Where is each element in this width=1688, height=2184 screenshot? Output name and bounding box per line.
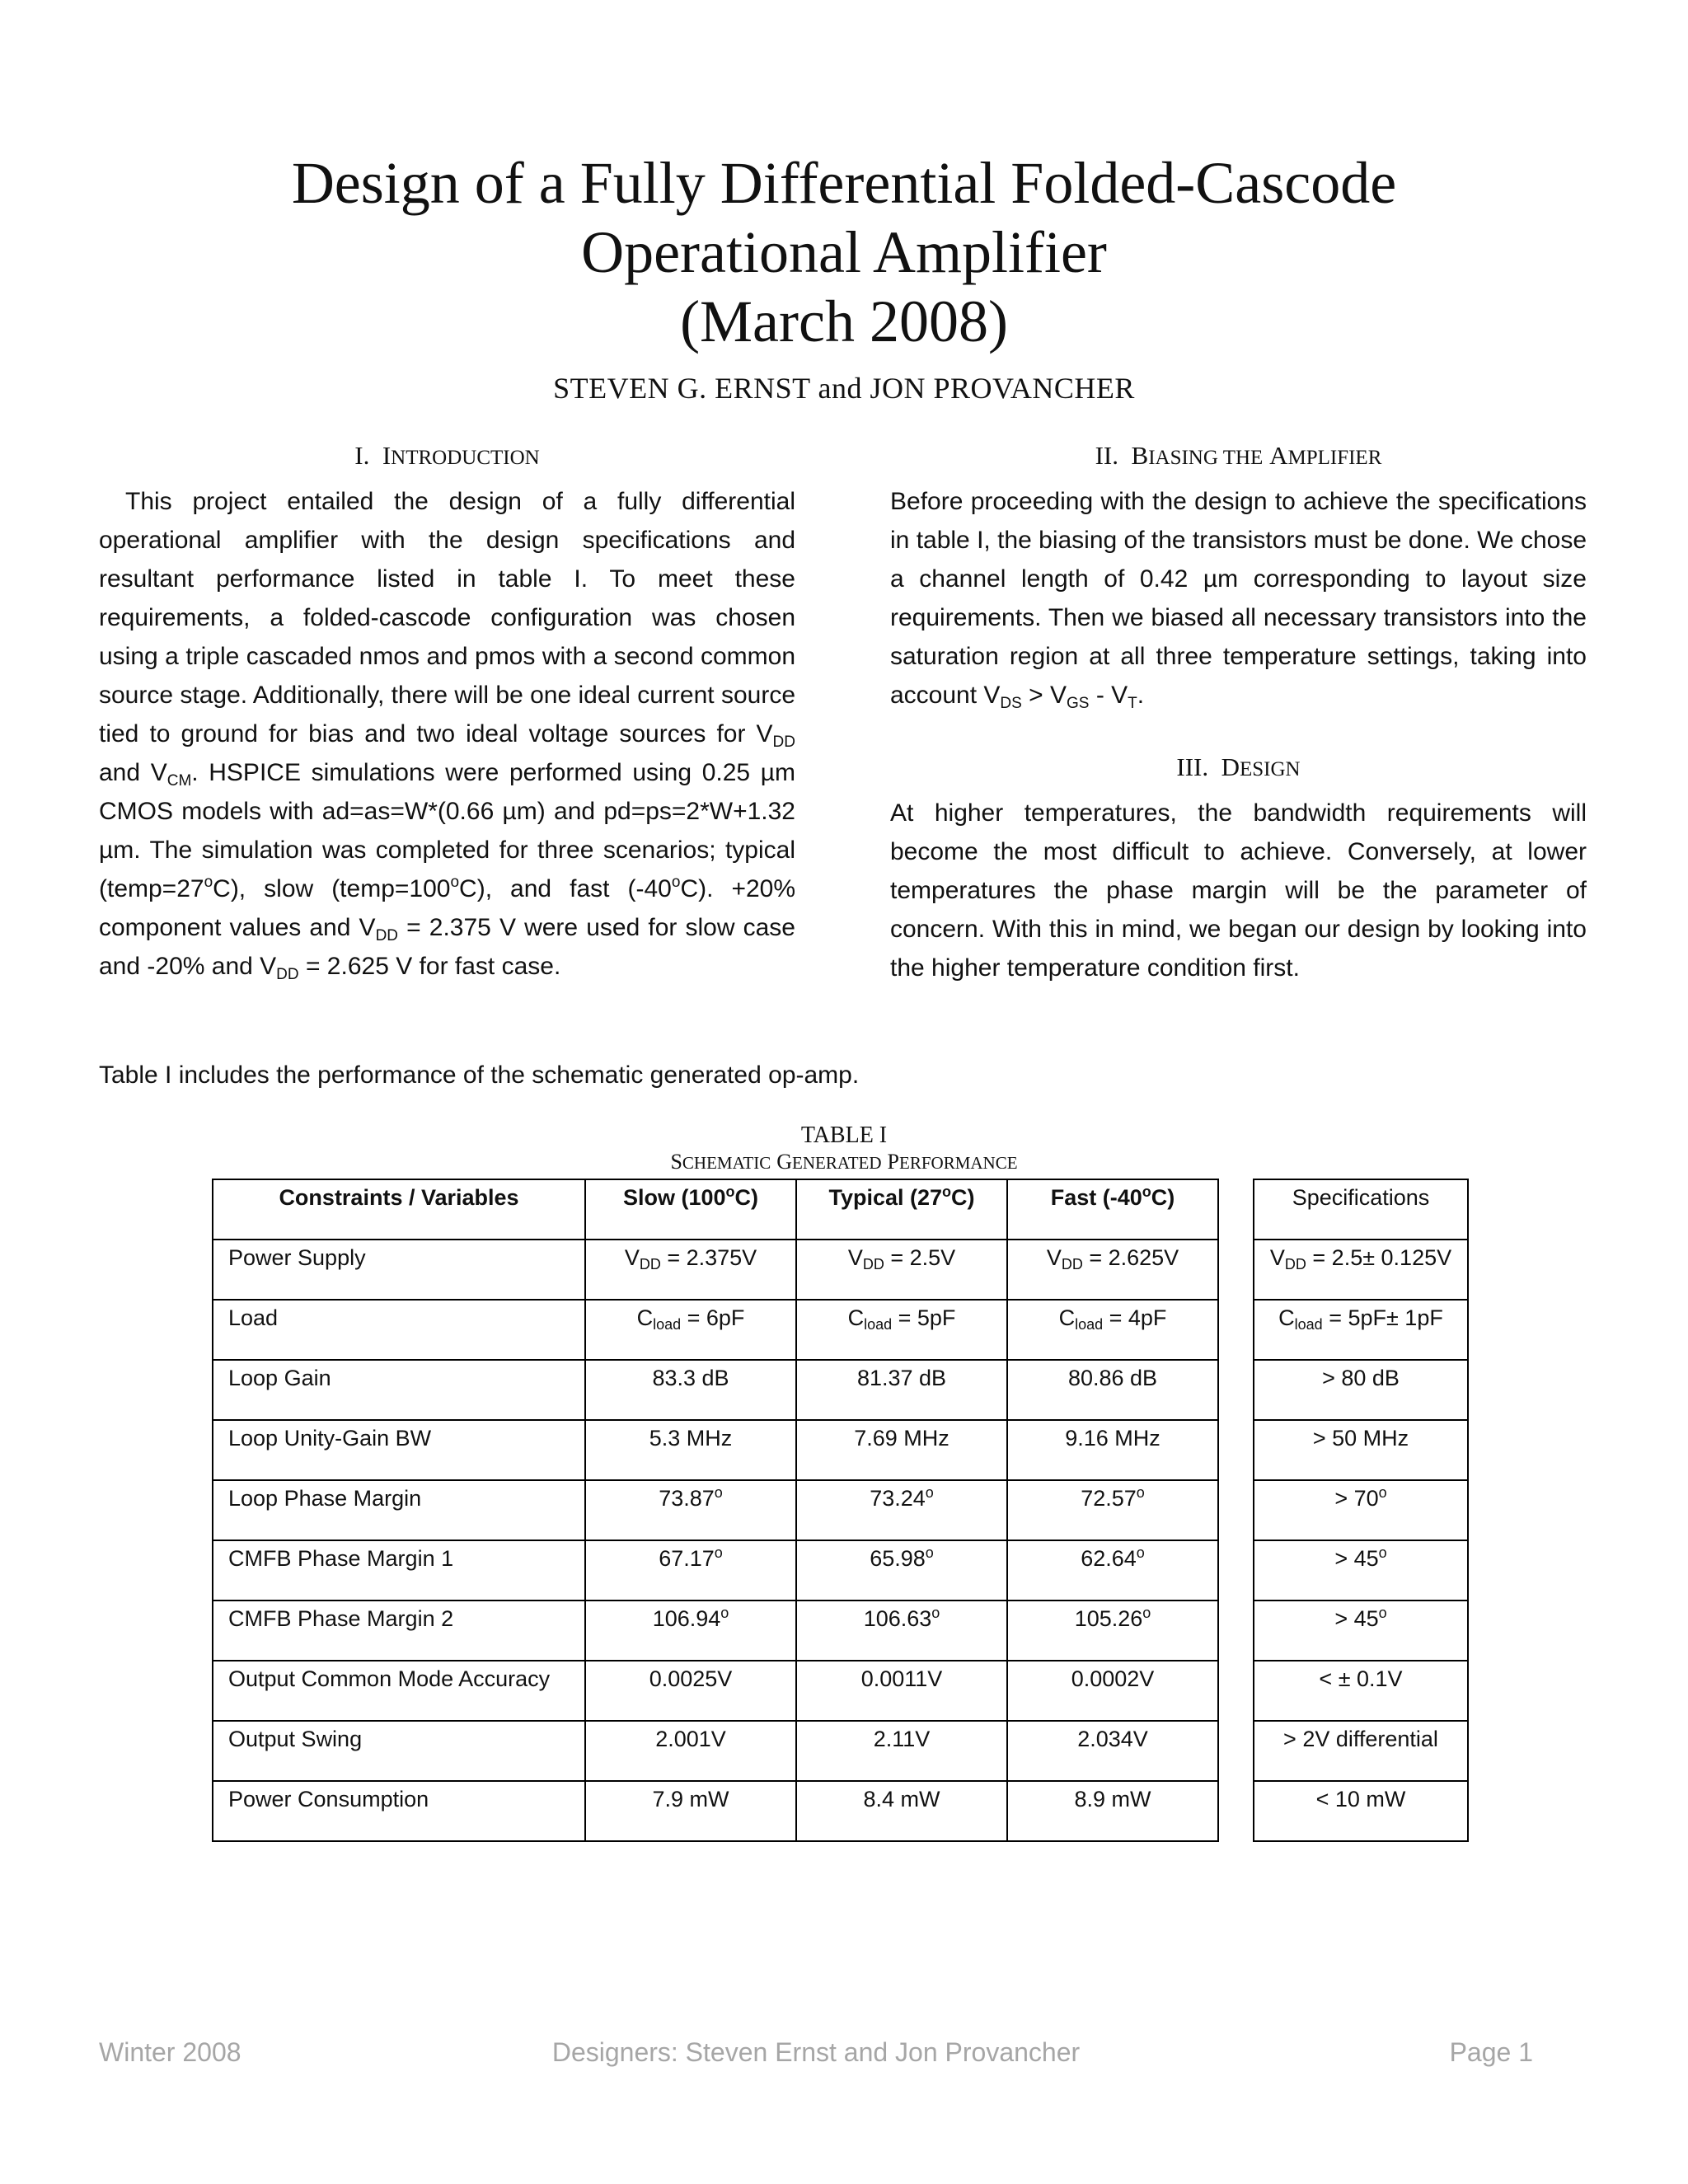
spec-cell — [1254, 1601, 1468, 1661]
heading-initial: A — [1269, 441, 1288, 470]
intro-text: C). +20% component values and V — [99, 875, 796, 941]
cell-fast — [1007, 1540, 1218, 1601]
header-text: Slow (100 — [622, 1185, 726, 1210]
caption-initial: S — [670, 1150, 682, 1174]
header-fast — [1007, 1179, 1218, 1240]
biasing-text: . — [1137, 682, 1145, 709]
table-row — [213, 1781, 1218, 1841]
header-text: C) — [734, 1185, 759, 1210]
cell-typical — [796, 1240, 1007, 1300]
row-label: Loop Unity-Gain BW — [213, 1420, 585, 1480]
cell-fast: 0.0002V — [1007, 1661, 1218, 1721]
design-paragraph: At higher temperatures, the bandwidth requirements will become the most difficult to achieve. Conversely, at lower temperatures the phase margin will be the parameter of concern. With this in mind, we began our design by looking into the higher temperature condition first. — [890, 799, 1587, 982]
header-text: C) — [951, 1185, 975, 1210]
spec-cell: < 10 mW — [1254, 1781, 1468, 1841]
cell-fast — [1007, 1601, 1218, 1661]
row-label: Load — [213, 1300, 585, 1360]
degree-superscript: o — [942, 1183, 952, 1200]
cell-fast — [1007, 1300, 1218, 1360]
section-numeral: I. — [354, 441, 370, 470]
spec-row — [1254, 1540, 1468, 1601]
heading-rest: NTRODUCTION — [391, 447, 540, 469]
heading-initial: I — [382, 441, 392, 470]
cell-typical — [796, 1480, 1007, 1540]
header-specifications: Specifications — [1254, 1179, 1468, 1240]
spec-row — [1254, 1721, 1468, 1781]
cell-value: 73.24 — [870, 1486, 926, 1511]
table-row — [213, 1420, 1218, 1480]
spec-cell: > 80 dB — [1254, 1360, 1468, 1420]
cell-typical: 8.4 mW — [796, 1781, 1007, 1841]
caption-rest: ENERATED — [792, 1153, 882, 1173]
caption-initial: G — [776, 1150, 793, 1174]
footer-page-number: Page 1 — [1449, 2037, 1533, 2067]
degree-superscript: o — [720, 1605, 729, 1621]
cell-symbol: C — [1058, 1305, 1076, 1330]
subscript: load — [1294, 1316, 1323, 1333]
spec-row — [1254, 1601, 1468, 1661]
section-numeral: III. — [1176, 752, 1209, 781]
subscript: DD — [276, 966, 299, 983]
heading-initial: B — [1131, 441, 1149, 470]
intro-text: and V — [99, 759, 167, 786]
cell-typical: 81.37 dB — [796, 1360, 1007, 1420]
degree-superscript: o — [1378, 1484, 1387, 1501]
page-footer — [99, 2037, 1533, 2070]
subscript: DD — [772, 733, 795, 751]
left-column — [99, 441, 795, 986]
spec-row — [1254, 1781, 1468, 1841]
subscript: load — [1075, 1316, 1104, 1333]
cell-fast: 80.86 dB — [1007, 1360, 1218, 1420]
section-heading-biasing — [890, 441, 1587, 471]
subscript: load — [653, 1316, 682, 1333]
spec-cell — [1254, 1240, 1468, 1300]
cell-fast — [1007, 1480, 1218, 1540]
cell-typical — [796, 1601, 1007, 1661]
cell-value: 65.98 — [870, 1546, 926, 1571]
cell-slow: 0.0025V — [585, 1661, 796, 1721]
cell-slow — [585, 1240, 796, 1300]
cell-slow — [585, 1540, 796, 1601]
cell-typical — [796, 1540, 1007, 1601]
title-line-2: Operational Amplifier — [581, 219, 1107, 285]
cell-value: > 45 — [1334, 1606, 1379, 1631]
table-row — [213, 1300, 1218, 1360]
header-constraints: Constraints / Variables — [213, 1179, 585, 1240]
cell-slow — [585, 1480, 796, 1540]
cell-value: 106.63 — [863, 1606, 932, 1631]
degree-superscript: o — [1378, 1605, 1387, 1621]
row-label: Loop Gain — [213, 1360, 585, 1420]
spec-row — [1254, 1360, 1468, 1420]
subscript: CM — [166, 772, 192, 790]
heading-rest: ESIGN — [1240, 758, 1301, 780]
row-label: CMFB Phase Margin 1 — [213, 1540, 585, 1601]
cell-value: = 5pF — [892, 1305, 956, 1330]
title-line-1: Design of a Fully Differential Folded-Cascode — [291, 150, 1397, 216]
footer-term: Winter 2008 — [99, 2037, 241, 2067]
cell-value: 106.94 — [652, 1606, 721, 1631]
cell-value: 105.26 — [1074, 1606, 1143, 1631]
spec-row — [1254, 1661, 1468, 1721]
degree-superscript: o — [1142, 1605, 1151, 1621]
paper-title — [0, 148, 1688, 356]
cell-fast: 2.034V — [1007, 1721, 1218, 1781]
subscript: DD — [639, 1256, 661, 1272]
cell-value: = 5pF± 1pF — [1322, 1305, 1443, 1330]
spec-cell: > 2V differential — [1254, 1721, 1468, 1781]
subscript: DD — [375, 927, 399, 944]
cell-value: = 2.5± 0.125V — [1306, 1245, 1452, 1270]
degree-superscript: o — [925, 1484, 934, 1501]
cell-typical — [796, 1300, 1007, 1360]
spec-header-row — [1254, 1179, 1468, 1240]
degree-superscript: o — [1378, 1544, 1387, 1561]
heading-rest: IASING THE — [1148, 447, 1264, 469]
degree-superscript: o — [714, 1544, 723, 1561]
specifications-table — [1253, 1179, 1469, 1842]
heading-rest: MPLIFIER — [1287, 447, 1382, 469]
table-number: TABLE I — [800, 1122, 888, 1148]
spec-row — [1254, 1420, 1468, 1480]
cell-slow: 5.3 MHz — [585, 1420, 796, 1480]
table-row — [213, 1240, 1218, 1300]
cell-symbol: C — [1278, 1305, 1295, 1330]
footer-designers: Designers: Steven Ernst and Jon Provancher — [551, 2037, 1081, 2067]
intro-text: C), slow (temp=100 — [213, 875, 451, 902]
spec-cell: < ± 0.1V — [1254, 1661, 1468, 1721]
subscript: load — [864, 1316, 893, 1333]
subscript: T — [1128, 695, 1137, 712]
subscript: DS — [1000, 695, 1022, 712]
cell-slow — [585, 1300, 796, 1360]
cell-symbol: V — [1046, 1245, 1062, 1270]
biasing-paragraph — [890, 482, 1587, 715]
spec-cell — [1254, 1300, 1468, 1360]
table-row — [213, 1360, 1218, 1420]
degree-superscript: o — [204, 874, 213, 891]
caption-initial: P — [887, 1150, 900, 1174]
subscript: GS — [1067, 695, 1090, 712]
table-row — [213, 1661, 1218, 1721]
degree-superscript: o — [1142, 1183, 1151, 1200]
table-subtitle — [0, 1149, 1688, 1176]
section-numeral: II. — [1095, 441, 1119, 470]
cell-typical: 0.0011V — [796, 1661, 1007, 1721]
cell-value: = 2.625V — [1082, 1245, 1179, 1270]
degree-superscript: o — [671, 874, 681, 891]
table-row — [213, 1540, 1218, 1601]
section-heading-design — [890, 752, 1587, 782]
intro-text: C), and fast (-40 — [459, 875, 672, 902]
header-text: C) — [1151, 1185, 1175, 1210]
header-slow — [585, 1179, 796, 1240]
row-label: Power Supply — [213, 1240, 585, 1300]
spec-cell — [1254, 1480, 1468, 1540]
caption-rest: CHEMATIC — [682, 1153, 771, 1173]
degree-superscript: o — [1136, 1544, 1145, 1561]
spec-row — [1254, 1240, 1468, 1300]
table-row — [213, 1601, 1218, 1661]
table-row — [213, 1721, 1218, 1781]
spec-row — [1254, 1300, 1468, 1360]
cell-typical: 7.69 MHz — [796, 1420, 1007, 1480]
spec-row — [1254, 1480, 1468, 1540]
biasing-text: Before proceeding with the design to achieve the specifications in table I, the biasing of the transistors must be done. We chose a channel length of 0.42 µm corresponding to layout size requirements. Then we biased all necessary transistors into the saturation region at all three temperature settings, taking into account V — [890, 488, 1587, 709]
cell-value: 72.57 — [1081, 1486, 1137, 1511]
section-heading-introduction — [99, 441, 795, 471]
cell-value: = 2.375V — [660, 1245, 757, 1270]
cell-value: 62.64 — [1081, 1546, 1137, 1571]
row-label: Output Swing — [213, 1721, 585, 1781]
spec-cell: > 50 MHz — [1254, 1420, 1468, 1480]
row-label: Loop Phase Margin — [213, 1480, 585, 1540]
introduction-paragraph — [99, 482, 795, 986]
biasing-text: - V — [1089, 682, 1128, 709]
intro-text: . HSPICE simulations were performed using 0.25 µm CMOS models with ad=as=W*(0.66 µm) and pd=ps=2*W+1.32 µm. The simulation was completed for three scenarios; typical (temp=27 — [99, 759, 795, 902]
table-header-row — [213, 1179, 1218, 1240]
degree-superscript: o — [931, 1605, 940, 1621]
subscript: DD — [1284, 1256, 1306, 1272]
cell-fast — [1007, 1240, 1218, 1300]
table-caption — [0, 1122, 1688, 1176]
subscript: DD — [1061, 1256, 1083, 1272]
cell-slow: 2.001V — [585, 1721, 796, 1781]
row-label: Output Common Mode Accuracy — [213, 1661, 585, 1721]
cell-value: = 2.5V — [884, 1245, 956, 1270]
cell-value: 73.87 — [659, 1486, 715, 1511]
header-text: Typical (27 — [828, 1185, 943, 1210]
spec-cell — [1254, 1540, 1468, 1601]
header-typical — [796, 1179, 1007, 1240]
cell-symbol: V — [847, 1245, 863, 1270]
heading-initial: D — [1221, 752, 1240, 781]
intro-text: = 2.625 V for fast case. — [298, 953, 561, 980]
degree-superscript: o — [725, 1183, 735, 1200]
biasing-text: > V — [1021, 682, 1067, 709]
cell-value: = 4pF — [1103, 1305, 1167, 1330]
degree-superscript: o — [714, 1484, 723, 1501]
degree-superscript: o — [450, 874, 460, 891]
performance-table — [212, 1179, 1219, 1842]
table-intro-text: Table I includes the performance of the schematic generated op-amp. — [99, 1062, 860, 1089]
cell-value: = 6pF — [681, 1305, 745, 1330]
row-label: Power Consumption — [213, 1781, 585, 1841]
cell-value: > 45 — [1334, 1546, 1379, 1571]
subscript: DD — [862, 1256, 884, 1272]
degree-superscript: o — [1136, 1484, 1145, 1501]
degree-superscript: o — [925, 1544, 934, 1561]
row-label: CMFB Phase Margin 2 — [213, 1601, 585, 1661]
intro-text: This project entailed the design of a fully differential operational amplifier with the design specifications and resultant performance listed in table I. To meet these requirements, a folded-cascode configuration was chosen using a triple cascaded nmos and pmos with a second common source stage. Additionally, there will be one ideal current source tied to ground for bias and two ideal voltage sources for V — [99, 488, 795, 748]
cell-fast: 8.9 mW — [1007, 1781, 1218, 1841]
cell-slow: 7.9 mW — [585, 1781, 796, 1841]
right-column — [890, 441, 1587, 987]
authors: STEVEN G. ERNST and JON PROVANCHER — [553, 372, 1135, 405]
cell-typical: 2.11V — [796, 1721, 1007, 1781]
cell-symbol: V — [1269, 1245, 1285, 1270]
cell-value: > 70 — [1334, 1486, 1379, 1511]
table-row — [213, 1480, 1218, 1540]
caption-rest: ERFORMANCE — [899, 1153, 1018, 1173]
cell-symbol: C — [847, 1305, 865, 1330]
intro-text: = 2.375 V were used for slow case and -20% and V — [99, 914, 795, 980]
header-text: Fast (-40 — [1050, 1185, 1142, 1210]
cell-fast: 9.16 MHz — [1007, 1420, 1218, 1480]
cell-value: 67.17 — [659, 1546, 715, 1571]
cell-symbol: V — [624, 1245, 640, 1270]
title-line-3: (March 2008) — [680, 288, 1008, 354]
cell-slow: 83.3 dB — [585, 1360, 796, 1420]
cell-symbol: C — [636, 1305, 654, 1330]
cell-slow — [585, 1601, 796, 1661]
